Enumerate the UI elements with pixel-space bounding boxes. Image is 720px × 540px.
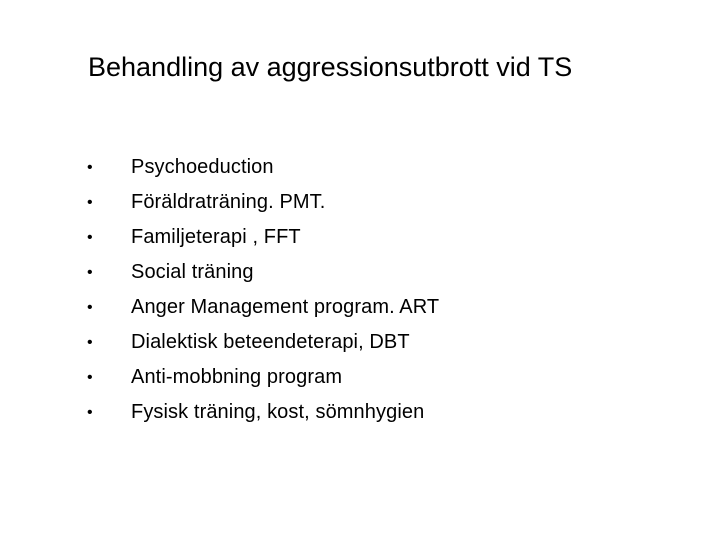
list-item bbox=[86, 185, 439, 220]
slide-title: Behandling av aggressionsutbrott vid TS bbox=[88, 52, 573, 82]
list-item-text: Anti-mobbning program bbox=[131, 366, 343, 388]
bullet-icon: • bbox=[87, 263, 93, 281]
list-item bbox=[86, 290, 439, 325]
bullet-icon: • bbox=[87, 333, 93, 351]
list-item bbox=[86, 325, 439, 360]
bullet-icon: • bbox=[87, 298, 93, 316]
list-item-text: Psychoeduction bbox=[131, 156, 274, 178]
list-item-text: Familjeterapi , FFT bbox=[131, 226, 301, 248]
bullet-icon: • bbox=[87, 193, 93, 211]
list-item bbox=[86, 220, 439, 255]
bullet-list bbox=[86, 150, 439, 430]
list-item bbox=[86, 395, 439, 430]
list-item-text: Anger Management program. ART bbox=[131, 296, 440, 318]
list-item bbox=[86, 360, 439, 395]
bullet-icon: • bbox=[87, 403, 93, 421]
list-item-text: Föräldraträning. PMT. bbox=[131, 191, 326, 213]
bullet-icon: • bbox=[87, 368, 93, 386]
bullet-icon: • bbox=[87, 228, 93, 246]
list-item-text: Social träning bbox=[131, 261, 254, 283]
list-item bbox=[86, 255, 439, 290]
bullet-icon: • bbox=[87, 158, 93, 176]
list-item-text: Dialektisk beteendeterapi, DBT bbox=[131, 331, 410, 353]
list-item bbox=[86, 150, 439, 185]
list-item-text: Fysisk träning, kost, sömnhygien bbox=[131, 401, 425, 423]
